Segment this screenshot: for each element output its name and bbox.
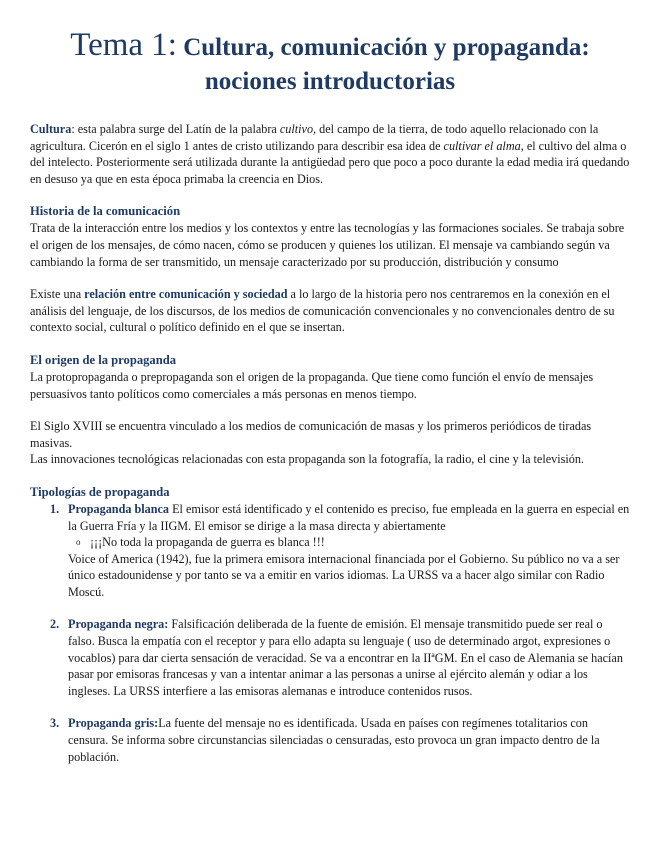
cultura-text-1: : esta palabra surge del Latín de la palabra — [71, 122, 280, 136]
historia-p2-text-a: Existe una — [30, 287, 85, 302]
historia-heading: Historia de la comunicación — [30, 204, 181, 219]
section-tipologias — [30, 484, 630, 765]
hollow-bullet-icon: o — [76, 537, 81, 548]
list-item — [30, 616, 630, 699]
section-historia — [30, 203, 630, 336]
sub-bullet-item — [68, 534, 630, 551]
list-item-text: La fuente del mensaje no es identificada. Usada en países con regímenes totalitarios con censura. Se informa sobre circunstancias silenciadas o censuradas, esto provoca un gran impacto dentro de la población. — [68, 716, 600, 764]
origen-paragraph-2: El Siglo XVIII se encuentra vinculado a los medios de comunicación de masas y los primeros periódicos de tiradas masivas. — [30, 419, 592, 450]
historia-keyword: relación entre comunicación y sociedad — [84, 287, 288, 302]
historia-paragraph-1: Trata de la interacción entre los medios y los contextos y entre las tecnologías y las formaciones sociales. Se trabaja sobre el origen de los mensajes, de cómo nacen, cómo se producen y quienes los utilizan. El mensaje va cambiando según va cambiando la forma de ser transmitido, un mensaje caracterizado por su producción, distribución y consumo — [30, 221, 625, 269]
title-line2: nociones introductorias — [204, 68, 456, 95]
list-item-text: Falsificación deliberada de la fuente de emisión. El mensaje transmitido puede ser real o falso. Busca la empatía con el receptor y para ello adapta su lenguaje ( uso de determinado argot, expresiones o vocablos) para dar cierta sensación de veracidad. Se va a encontrar en la IIªGM. En el caso de Alemania se hacían pasar por emisoras francesas y van a intentar animar a las personas a unirse al ejército alemán y odiar a los ingleses. La URSS interfiere a las emisoras alemanas e introduce contenidos rusos. — [68, 617, 623, 698]
list-item-body — [68, 501, 630, 534]
sub-bullet-text: ¡¡¡No toda la propaganda de guerra es blanca !!! — [90, 535, 325, 550]
cultura-text-3: , el cultivo del alma o del intelecto. Posteriormente será utilizada durante la antigüedad pero que poco a poco durante la edad media irá quedando en desuso ya que en esta época primaba la creencia en Dios. — [30, 138, 630, 186]
title-line1: Cultura, comunicación y propaganda: — [183, 34, 590, 61]
list-item-body — [68, 715, 630, 765]
list-item-extra: Voice of America (1942), fue la primera emisora internacional financiada por el Gobierno. Su público no va a ser único estadounidense y por tanto se va a emitir en varios idiomas. La URSS va a hacer algo similar con Radio Moscú. — [68, 551, 620, 599]
origen-paragraph-3: Las innovaciones tecnológicas relacionadas con esta propaganda son la fotografía, la radio, el cine y la televisión. — [30, 452, 584, 467]
cultura-italic-1: cultivo, — [279, 122, 317, 136]
cultura-text-2: del campo de la tierra, de todo aquello relacionado con la agricultura. Cicerón en el siglo 1 antes de cristo utilizando para describir esa idea de — [30, 122, 599, 153]
origen-paragraph-1: La protopropaganda o prepropaganda son el origen de la propaganda. Que tiene como función el envío de mensajes persuasivos tanto políticos como comerciales a más personas en menos tiempo. — [30, 369, 594, 401]
list-item-number: 2. — [50, 617, 60, 632]
tipologias-heading: Tipologías de propaganda — [30, 484, 170, 499]
list-item-term: Propaganda gris: — [68, 716, 159, 731]
list-item — [30, 715, 630, 765]
list-item — [30, 501, 630, 601]
page-title — [30, 28, 630, 99]
section-origen — [30, 352, 630, 468]
cultura-italic-2: cultivar el alma — [443, 138, 521, 153]
tipologias-list — [30, 501, 630, 765]
cultura-term: Cultura — [30, 122, 72, 136]
historia-paragraph-2 — [30, 286, 630, 336]
list-item-term: Propaganda negra: — [68, 617, 169, 632]
list-item-number: 1. — [50, 501, 60, 516]
title-prefix: Tema 1: — [70, 27, 177, 63]
list-item-text: El emisor está identificado y el contenido es preciso, fue empleada en la guerra en especial en la Guerra Fría y la IIGM. El emisor se dirige a la masa directa y abiertamente — [68, 501, 630, 533]
list-item-number: 3. — [50, 716, 60, 731]
list-item-term: Propaganda blanca — [68, 501, 170, 516]
historia-p2-text-b: a lo largo de la historia pero nos centraremos en la conexión en el análisis del lenguaje, de los discursos, de los medios de comunicación convencionales y no convencionales dentro de su contexto social, cultural o político definido en el que se insertan. — [30, 287, 615, 335]
list-item-body — [68, 616, 630, 699]
origen-heading: El origen de la propaganda — [30, 352, 177, 367]
cultura-paragraph — [30, 121, 630, 187]
document-page — [30, 28, 630, 765]
section-cultura — [30, 121, 630, 187]
